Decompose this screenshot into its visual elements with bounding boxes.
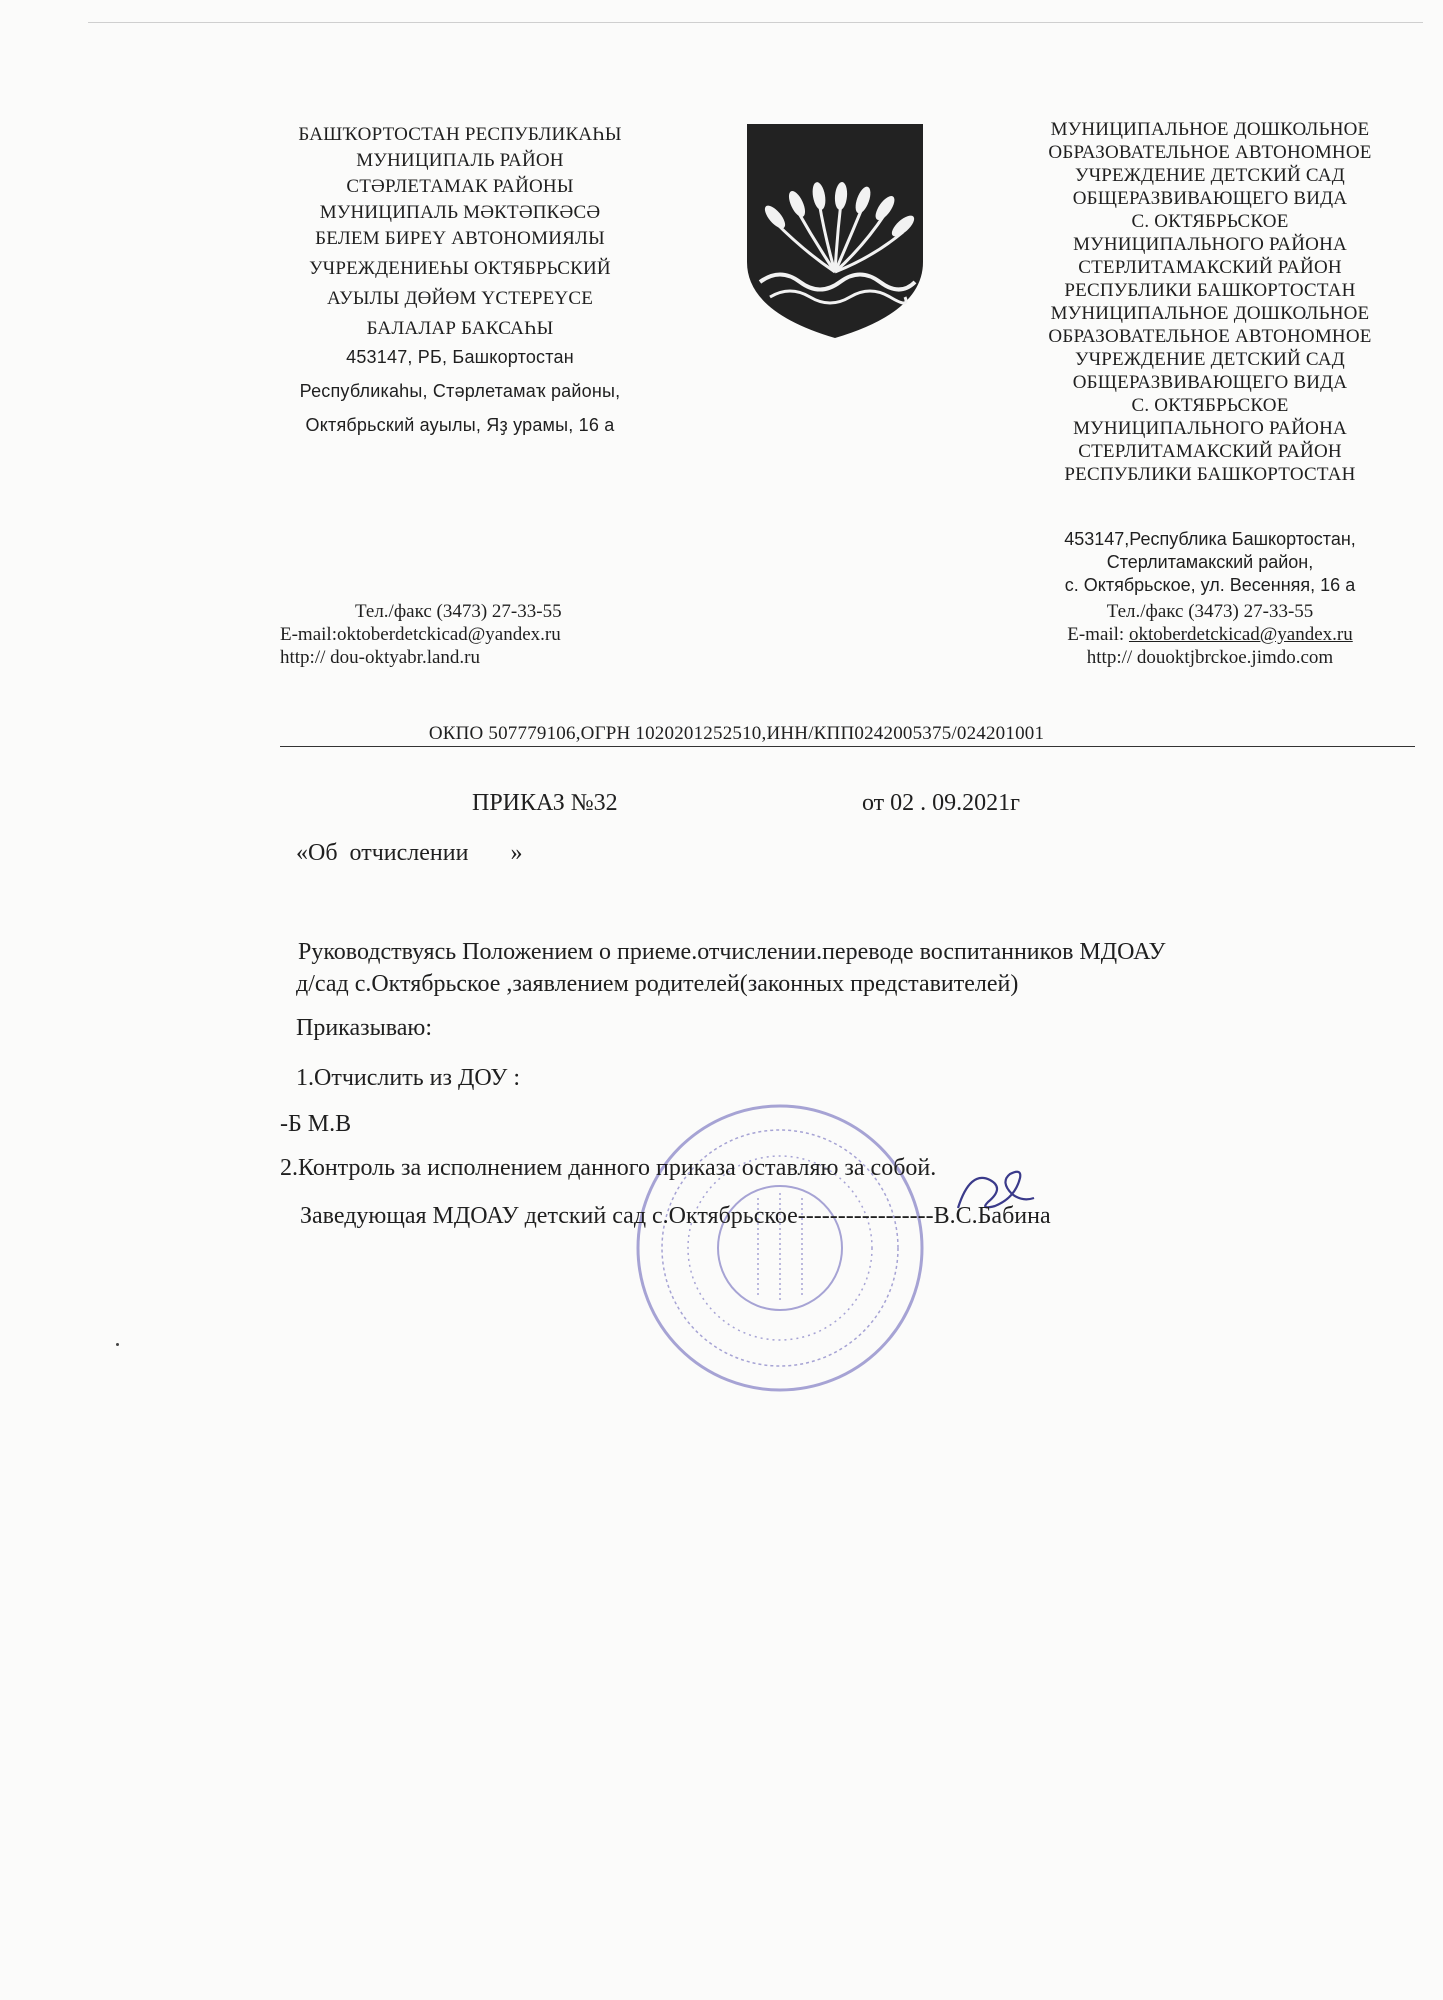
header-left-line: БАШҠОРТОСТАН РЕСПУБЛИКАҺЫ bbox=[298, 124, 622, 145]
header-right-line: УЧРЕЖДЕНИЕ ДЕТСКИЙ САД bbox=[1075, 349, 1345, 370]
header-right-line: С. ОКТЯБРЬСКОЕ bbox=[1131, 395, 1289, 416]
header-right-address bbox=[1005, 528, 1415, 597]
header-divider bbox=[280, 746, 1415, 747]
header-right-address-line: 453147,Республика Башкортостан, bbox=[1064, 529, 1356, 549]
registration-ids bbox=[280, 723, 1423, 745]
preamble-line-1: Руководствуясь Положением о приеме.отчислении.переводе воспитанников МДОАУ bbox=[298, 939, 1166, 965]
signature-line: Заведующая МДОАУ детский сад с.Октябрьское-----------------В.С.Бабина bbox=[300, 1203, 1051, 1229]
header-left-address: 453147, РБ, Башкортостан bbox=[346, 347, 574, 367]
header-left-line: АУЫЛЫ ДӨЙӨМ ҮСТЕРЕҮСЕ bbox=[326, 288, 594, 309]
header-left bbox=[275, 122, 645, 440]
left-contacts bbox=[280, 600, 700, 669]
right-email-row bbox=[1005, 623, 1415, 646]
preamble-paragraph bbox=[296, 936, 1406, 1000]
header-right-line: МУНИЦИПАЛЬНОГО РАЙОНА bbox=[1073, 234, 1347, 255]
header-right-line: С. ОКТЯБРЬСКОЕ bbox=[1131, 211, 1289, 232]
header-right-line: УЧРЕЖДЕНИЕ ДЕТСКИЙ САД bbox=[1075, 165, 1345, 186]
preamble-line-2: д/сад с.Октябрьское ,заявлением родителей(законных представителей) bbox=[296, 971, 1019, 997]
header-left-line: МУНИЦИПАЛЬ МӘКТӘПКӘСӘ bbox=[319, 202, 601, 223]
order-title: ПРИКАЗ №32 bbox=[472, 790, 618, 816]
header-left-line: БЕЛЕМ БИРЕҮ АВТОНОМИЯЛЫ bbox=[315, 228, 605, 249]
header-left-address: Республикаһы, Стәрлетамаҡ районы, bbox=[299, 381, 621, 401]
order-item-1: 1.Отчислить из ДОУ : bbox=[296, 1065, 520, 1091]
header-right-line: СТЕРЛИТАМАКСКИЙ РАЙОН bbox=[1078, 257, 1342, 278]
header-right-line: РЕСПУБЛИКИ БАШКОРТОСТАН bbox=[1064, 464, 1356, 485]
header-right-address-line: с. Октябрьское, ул. Весенняя, 16 а bbox=[1064, 575, 1356, 595]
order-item-2: 2.Контроль за исполнением данного приказа оставляю за собой. bbox=[280, 1155, 937, 1181]
header-right-line: ОБЩЕРАЗВИВАЮЩЕГО ВИДА bbox=[1072, 188, 1348, 209]
header-left-line: СТӘРЛЕТАМАК РАЙОНЫ bbox=[346, 176, 574, 197]
header-right-line: СТЕРЛИТАМАКСКИЙ РАЙОН bbox=[1078, 441, 1342, 462]
header-right-contacts bbox=[1005, 600, 1415, 669]
header-left-address: Октябрьский ауылы, Яҙ урамы, 16 а bbox=[305, 415, 615, 435]
header-right-line: МУНИЦИПАЛЬНОЕ ДОШКОЛЬНОЕ bbox=[1050, 303, 1370, 324]
header-left-line: БАЛАЛАР БАКСАҺЫ bbox=[366, 318, 554, 339]
registration-ids-text: ОКПО 507779106,ОГРН 1020201252510,ИНН/КПП0242005375/024201001 bbox=[428, 723, 1045, 744]
header-left-line: МУНИЦИПАЛЬ РАЙОН bbox=[356, 150, 564, 171]
right-site[interactable]: http:// douoktjbrckoe.jimdo.com bbox=[1086, 647, 1334, 668]
order-date: от 02 . 09.2021г bbox=[862, 790, 1021, 816]
header-right-line: РЕСПУБЛИКИ БАШКОРТОСТАН bbox=[1064, 280, 1356, 301]
order-word: Приказываю: bbox=[296, 1015, 432, 1041]
order-subject: «Об отчислении » bbox=[296, 840, 523, 866]
header-right-line: МУНИЦИПАЛЬНОЕ ДОШКОЛЬНОЕ bbox=[1050, 119, 1370, 140]
header-right-line: ОБРАЗОВАТЕЛЬНОЕ АВТОНОМНОЕ bbox=[1048, 326, 1372, 347]
header-left-line: УЧРЕЖДЕНИЕҺЫ ОКТЯБРЬСКИЙ bbox=[309, 258, 611, 279]
left-email[interactable]: E-mail:oktoberdetckicad@yandex.ru bbox=[280, 624, 561, 645]
left-phone: Тел./факс (3473) 27-33-55 bbox=[355, 601, 562, 622]
header-right bbox=[1005, 118, 1415, 486]
header-right-line: ОБРАЗОВАТЕЛЬНОЕ АВТОНОМНОЕ bbox=[1048, 142, 1372, 163]
coat-of-arms-icon bbox=[745, 122, 925, 340]
right-phone: Тел./факс (3473) 27-33-55 bbox=[1106, 601, 1314, 622]
right-email-link[interactable]: oktoberdetckicad@yandex.ru bbox=[1128, 624, 1353, 645]
header-right-line: МУНИЦИПАЛЬНОГО РАЙОНА bbox=[1073, 418, 1347, 439]
header-right-line: ОБЩЕРАЗВИВАЮЩЕГО ВИДА bbox=[1072, 372, 1348, 393]
header-right-address-line: Стерлитамакский район, bbox=[1106, 552, 1314, 572]
scan-speck bbox=[116, 1343, 119, 1346]
scan-edge bbox=[88, 22, 1423, 23]
stamp-seal-icon bbox=[630, 1098, 930, 1398]
right-email-label: E-mail: bbox=[1067, 624, 1129, 645]
left-site[interactable]: http:// dou-oktyabr.land.ru bbox=[280, 647, 481, 668]
student-name: -Б М.В bbox=[280, 1111, 352, 1137]
